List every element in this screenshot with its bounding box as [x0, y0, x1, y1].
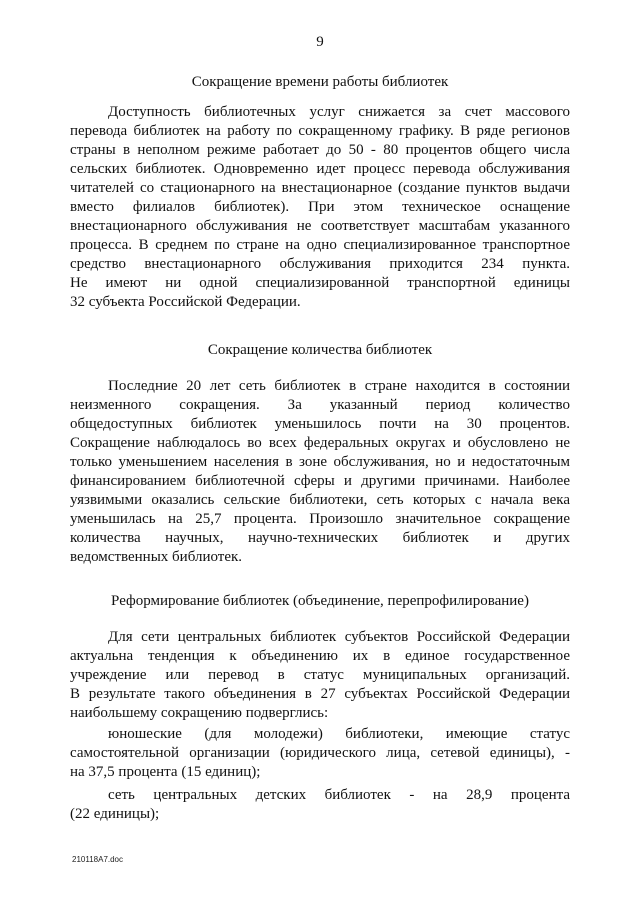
paragraph-line: Для сети центральных библиотек субъектов Российской Федерации: [108, 629, 570, 645]
paragraph-line: процесса. В среднем по стране на одно специализированное транспортное: [70, 237, 570, 253]
paragraph-line: средство внестационарного обслуживания приходится 234 пункта.: [70, 256, 570, 272]
paragraph-line: сельских библиотек. Одновременно идет процесс перевода обслуживания: [70, 161, 570, 177]
paragraph-line: неизменного сокращения. За указанный период количество: [70, 397, 570, 413]
paragraph-line: внестационарного обслуживания не соответствует масштабам указанного: [70, 218, 570, 234]
paragraph-line: учреждение или перевод в статус муниципальных организаций.: [70, 667, 570, 683]
paragraph-line: уменьшилась на 25,7 процента. Произошло значительное сокращение: [70, 511, 570, 527]
paragraph-line: Доступность библиотечных услуг снижается за счет массового: [108, 104, 570, 120]
paragraph-line: 32 субъекта Российской Федерации.: [70, 294, 301, 310]
list-item-line: юношеские (для молодежи) библиотеки, имеющие статус: [108, 726, 570, 742]
paragraph-line: В результате такого объединения в 27 субъектах Российской Федерации: [70, 686, 570, 702]
list-item-line: сеть центральных детских библиотек - на 28,9 процента: [108, 787, 570, 803]
page-number: 9: [316, 34, 324, 50]
section-heading-library-count: Сокращение количества библиотек: [207, 342, 433, 358]
paragraph-line: наибольшему сокращению подверглись:: [70, 705, 329, 721]
paragraph-line: уязвимыми оказались сельские библиотеки, сеть которых с начала века: [70, 492, 570, 508]
paragraph-line: Последние 20 лет сеть библиотек в стране находится в состоянии: [108, 378, 570, 394]
paragraph-line: количества научных, научно-технических библиотек и других: [70, 530, 570, 546]
paragraph-line: ведомственных библиотек.: [70, 549, 243, 565]
section-heading-reform: Реформирование библиотек (объединение, перепрофилирование): [111, 593, 529, 609]
paragraph-line: актуальна тенденция к объединению их в единое государственное: [70, 648, 570, 664]
paragraph-line: финансированием библиотечной сферы и другими причинами. Наиболее: [70, 473, 570, 489]
list-item-line: на 37,5 процента (15 единиц);: [70, 764, 261, 780]
paragraph-line: только уменьшением населения в зоне обслуживания, но и недостаточным: [70, 454, 570, 470]
paragraph-line: вместо филиалов библиотек). При этом техническое оснащение: [70, 199, 570, 215]
section-heading-work-hours: Сокращение времени работы библиотек: [191, 74, 449, 90]
paragraph-line: перевода библиотек на работу по сокращенному графику. В ряде регионов: [70, 123, 570, 139]
list-item-line: (22 единицы);: [70, 806, 160, 822]
list-item-line: самостоятельной организации (юридического лица, сетевой единицы), -: [70, 745, 570, 761]
paragraph-line: Сокращение наблюдалось во всех федеральных округах и обусловлено не: [70, 435, 570, 451]
paragraph-line: Не имеют ни одной специализированной транспортной единицы: [70, 275, 570, 291]
paragraph-line: страны в неполном режиме работает до 50 - 80 процентов общего числа: [70, 142, 570, 158]
paragraph-line: читателей со стационарного на внестационарное (создание пунктов выдачи: [70, 180, 570, 196]
document-file-code: 210118A7.doc: [72, 855, 124, 864]
paragraph-line: общедоступных библиотек уменьшилось почти на 30 процентов.: [70, 416, 570, 432]
